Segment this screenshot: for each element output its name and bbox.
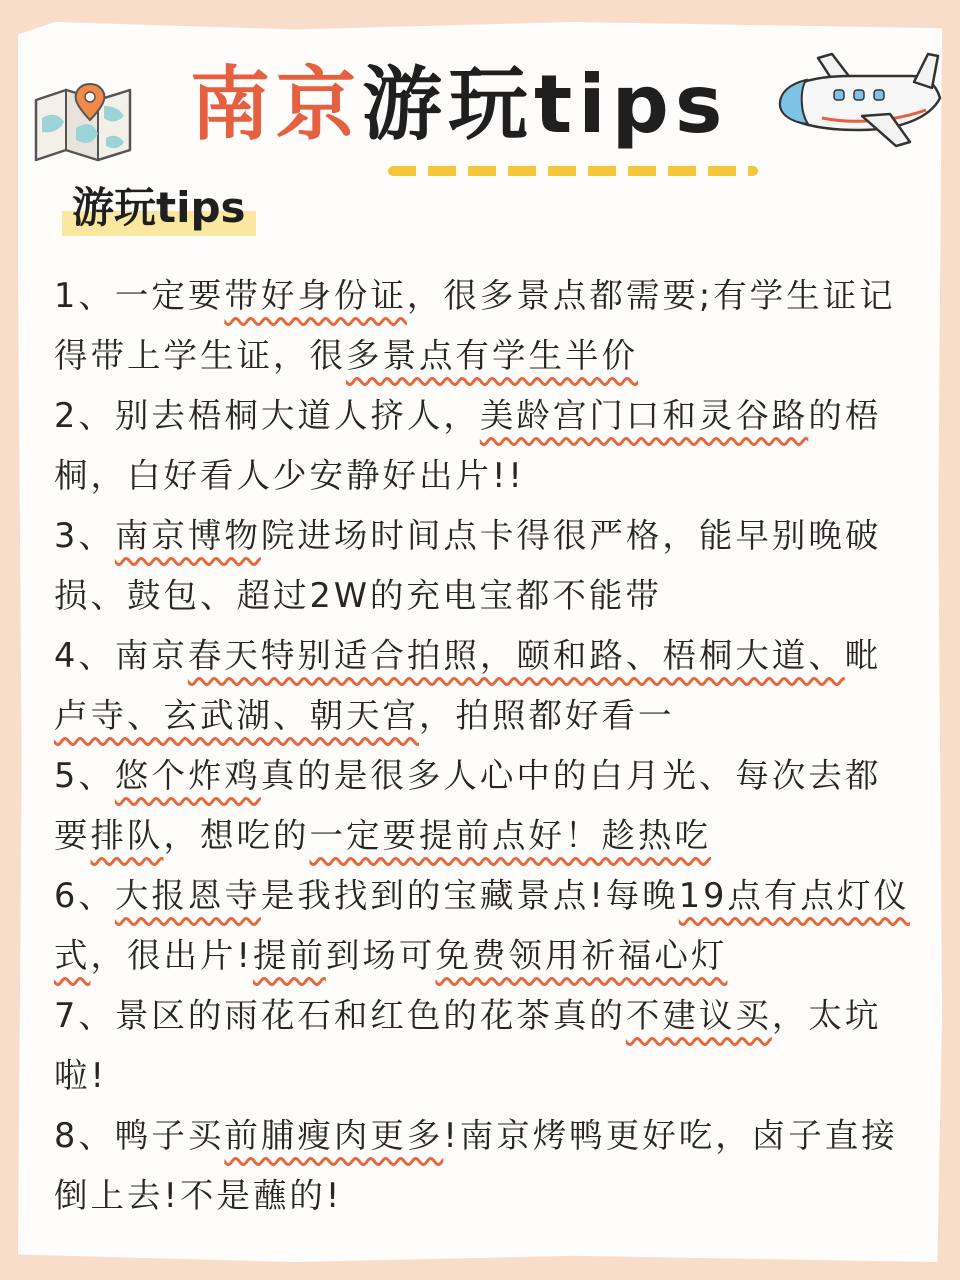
tip-text: !南京烤鸭更好吃，卤子直接倒上去!不是蘸的! [54, 1116, 898, 1215]
tip-text: 7、景区的雨花石和红色的花茶真的 [54, 996, 626, 1035]
header [0, 20, 960, 170]
airplane-icon [772, 46, 948, 156]
tip-highlight-text: 大报恩寺 [114, 876, 261, 915]
tip-highlight-text: 一定要提前点好！趁热吃 [309, 816, 711, 855]
tip-highlight-text: 春天特别适合拍照，颐和路、梧桐大道、 [187, 636, 845, 675]
tip-text: ，想吃的 [163, 816, 310, 855]
tip-highlight-text: 排队 [90, 816, 164, 855]
tip-item [54, 266, 914, 386]
tip-highlight-text: 不建议买 [625, 996, 772, 1035]
tip-text: 到场可 [325, 936, 436, 975]
tip-text: 院进场时间点卡得很严格，能早别晚破损、鼓包、超过2W的充电宝都不能带 [54, 516, 882, 615]
tip-text: 5、 [54, 756, 115, 795]
tip-text: 是我找到的宝藏景点!每晚 [260, 876, 679, 915]
tip-highlight-text: 卢寺、玄武湖、朝天宫 [54, 696, 419, 735]
tip-item [54, 866, 914, 986]
tip-item [54, 986, 914, 1106]
section-heading: 游玩tips [62, 180, 256, 236]
tip-item [54, 1106, 914, 1226]
tip-item [54, 506, 914, 626]
title-dash-decoration [388, 166, 758, 176]
tip-highlight-text: 悠个炸鸡 [114, 756, 261, 795]
tip-text: 真的是很多人心中的白月光、每次去都要 [54, 756, 882, 855]
tip-highlight-text: 美龄宫门口和灵谷路 [479, 396, 809, 435]
page-title [190, 60, 729, 150]
tip-text: 的梧桐，白好看人少安静好出片!! [54, 396, 882, 495]
tip-text: ，拍照都好看一 [419, 696, 675, 735]
tips-list [54, 266, 914, 1226]
tip-text: ，很出片! [90, 936, 253, 975]
tip-text: 3、 [54, 516, 115, 555]
map-pin-icon [32, 78, 136, 164]
tip-highlight-text: 南京博物 [114, 516, 261, 555]
tip-text: 8、鸭子买 [54, 1116, 225, 1155]
title-dark: 游玩tips [362, 58, 729, 151]
tip-text: 1、一定要 [54, 276, 225, 315]
tip-highlight-text: 免费领用祈福心灯 [435, 936, 728, 975]
title-red: 南京 [190, 58, 362, 151]
tip-item [54, 386, 914, 506]
tip-highlight-text: 19点有点灯仪式 [54, 876, 910, 975]
tip-text: 2、别去梧桐大道人挤人， [54, 396, 480, 435]
tip-text: ，很多景点都需要;有学生证记得带上学生证，很 [54, 276, 896, 375]
tip-text: 毗 [844, 636, 882, 675]
tip-highlight-text: 带好身份证 [224, 276, 407, 315]
tip-text: ，太坑啦! [54, 996, 882, 1095]
tip-highlight-text: 前脯瘦肉更多 [224, 1116, 444, 1155]
tip-highlight-text: 多景点有学生半价 [346, 336, 638, 375]
tip-text: 4、南京 [54, 636, 188, 675]
tip-item [54, 746, 914, 866]
tip-highlight-text: 提前 [252, 936, 326, 975]
tip-item [54, 626, 914, 746]
tip-text: 6、 [54, 876, 115, 915]
